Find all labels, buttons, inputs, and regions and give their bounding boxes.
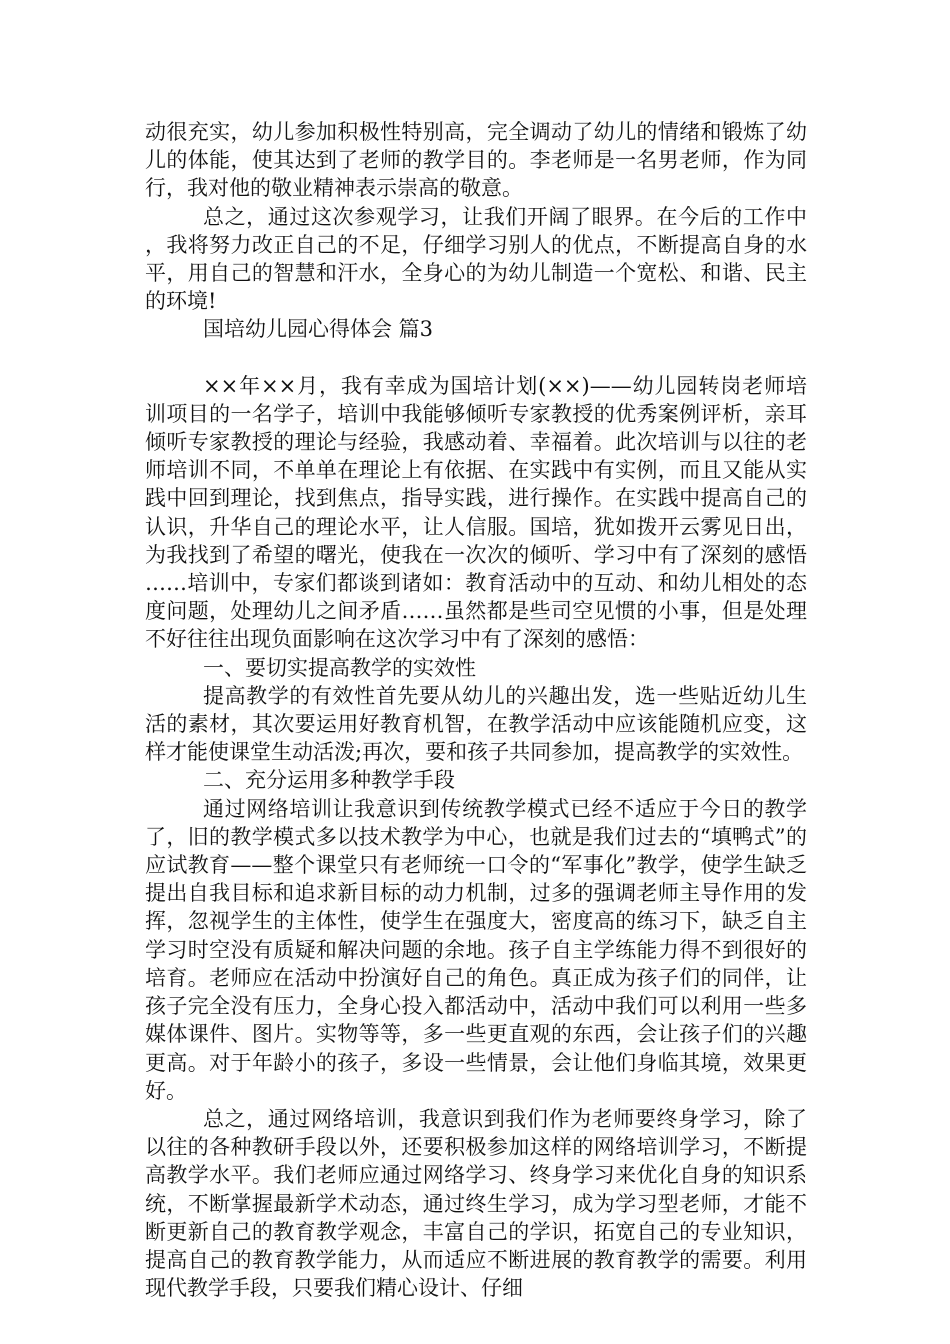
paragraph-intro: ××年××月，我有幸成为国培计划(××)——幼儿园转岗老师培训项目的一名学子，培训中我能够倾听专家教授的优秀案例评析，亲耳倾听专家教授的理论与经验，我感动着、幸福着。此次培训与以往的老师培训不同，不单单在理论上有依据、在实践中有实例，而且又能从实践中回到理论，找到焦点，指导实践，进行操作。在实践中提高自己的认识，升华自己的理论水平，让人信服。国培，犹如拨开云雾见日出，为我找到了希望的曙光，使我在一次次的倾听、学习中有了深刻的感悟……培训中，专家们都谈到诸如：教育活动中的互动、和幼儿相处的态度问题，处理幼儿之间矛盾……虽然都是些司空见惯的小事，但是处理不好往往出现负面影响在这次学习中有了深刻的感悟： xyxy=(145,373,807,652)
section-title: 国培幼儿园心得体会 篇3 xyxy=(203,317,434,342)
paragraph-continued: 动很充实，幼儿参加积极性特别高，完全调动了幼儿的情绪和锻炼了幼儿的体能，使其达到了老师的教学目的。李老师是一名男老师，作为同行，我对他的敬业精神表示崇高的敬意。 xyxy=(145,120,807,201)
subheading-1: 一、要切实提高教学的实效性 xyxy=(203,655,476,680)
paragraph-effectiveness: 提高教学的有效性首先要从幼儿的兴趣出发，选一些贴近幼儿生活的素材，其次要运用好教育机智，在教学活动中应该能随机应变，这样才能使课堂生动活泼;再次，要和孩子共同参加，提高教学的实效性。 xyxy=(145,683,807,765)
paragraph-summary-1: 总之，通过这次参观学习，让我们开阔了眼界。在今后的工作中，我将努力改正自己的不足，仔细学习别人的优点，不断提高自身的水平，用自己的智慧和汗水，全身心的为幼儿制造一个宽松、和谐、民主的环境! xyxy=(145,204,807,314)
blank-line xyxy=(145,344,807,372)
paragraph-teaching-methods: 通过网络培训让我意识到传统教学模式已经不适应于今日的教学了，旧的教学模式多以技术教学为中心，也就是我们过去的“填鸭式”的应试教育——整个课堂只有老师统一口令的“军事化”教学，使学生缺乏提出自我目标和追求新目标的动力机制，过多的强调老师主导作用的发挥，忽视学生的主体性，使学生在强度大，密度高的练习下，缺乏自主学习时空没有质疑和解决问题的余地。孩子自主学练能力得不到很好的培育。老师应在活动中扮演好自己的角色。真正成为孩子们的同伴，让孩子完全没有压力，全身心投入都活动中，活动中我们可以利用一些多媒体课件、图片。实物等等，多一些更直观的东西，会让孩子们的兴趣更高。对于年龄小的孩子，多设一些情景，会让他们身临其境，效果更好。 xyxy=(145,796,807,1103)
document-page xyxy=(145,118,807,1302)
paragraph-summary-2: 总之，通过网络培训，我意识到我们作为老师要终身学习，除了以往的各种教研手段以外，还要积极参加这样的网络培训学习，不断提高教学水平。我们老师应通过网络学习、终身学习来优化自身的知识系统，不断掌握最新学术动态，通过终生学习，成为学习型老师，才能不断更新自己的教育教学观念，丰富自己的学识，拓宽自己的专业知识，提高自己的教育教学能力，从而适应不断进展的教育教学的需要。利用现代教学手段，只要我们精心设计、仔细 xyxy=(145,1106,807,1301)
subheading-2: 二、充分运用多种教学手段 xyxy=(203,768,455,793)
